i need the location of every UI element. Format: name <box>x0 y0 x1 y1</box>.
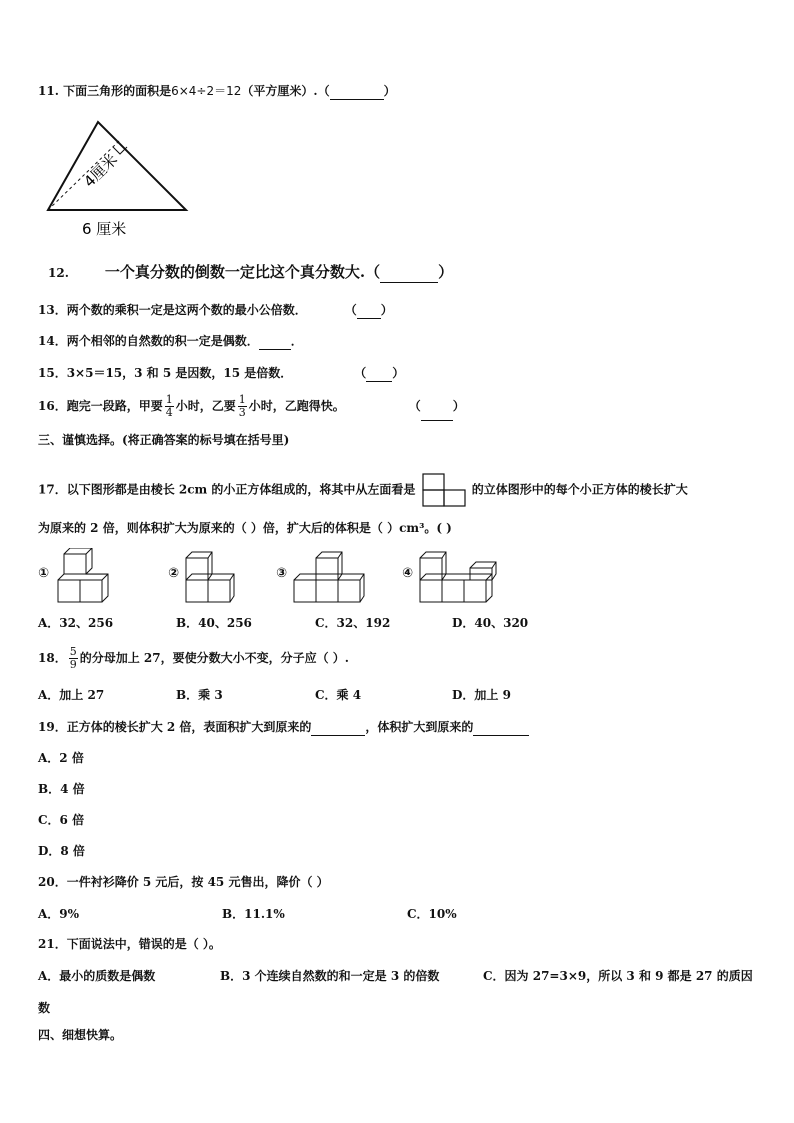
cube-figure-2 <box>184 548 236 604</box>
q20-option-b[interactable]: B．11.1% <box>222 907 285 921</box>
q13-paren-close: ） <box>380 303 393 317</box>
q15-answer-blank[interactable] <box>366 365 392 382</box>
q19-option-a[interactable]: A．2 倍 <box>38 751 84 765</box>
cube-figure-3 <box>292 548 366 604</box>
cube-figure-4 <box>418 548 498 604</box>
q18-fraction: $\frac{5}{9}$ <box>69 645 77 671</box>
q18-option-d[interactable]: D．加上 9 <box>452 688 511 702</box>
q16-text-a: 16．跑完一段路，甲要 <box>38 399 163 413</box>
q20-option-a[interactable]: A．9% <box>38 907 80 921</box>
fig-label-3: ③ <box>276 566 288 581</box>
q16-answer-blank[interactable] <box>421 392 453 421</box>
question-17-line-2: 为原来的 2 倍，则体积扩大为原来的（ ）倍，扩大后的体积是（ ）cm³。( ) <box>38 521 452 535</box>
q12-answer-blank[interactable] <box>380 262 438 283</box>
q19-option-d[interactable]: D．8 倍 <box>38 844 85 858</box>
fig-label-2: ② <box>168 566 180 581</box>
question-13 <box>38 302 393 319</box>
q19-option-c[interactable]: C．6 倍 <box>38 813 85 827</box>
q16-paren-open: （ <box>408 399 421 413</box>
question-17-line-1 <box>38 473 688 507</box>
q16-text-c: 小时，乙跑得快。 <box>248 399 345 413</box>
section-4-heading: 四、细想快算。 <box>38 1028 123 1042</box>
height-label: 4厘米 <box>80 150 122 191</box>
q18-option-a[interactable]: A．加上 27 <box>38 688 105 702</box>
q17-option-c[interactable]: C．32、192 <box>315 616 391 630</box>
q18-text: 的分母加上 27，要使分数大小不变，分子应（ ）. <box>79 651 349 665</box>
section-3-heading: 三、谨慎选择。(将正确答案的标号填在括号里) <box>38 433 290 447</box>
question-18 <box>38 643 349 673</box>
question-11 <box>38 83 396 100</box>
q11-text-b: （平方厘米）.（ <box>241 84 330 98</box>
q18-option-b[interactable]: B．乘 3 <box>176 688 223 702</box>
q15-paren-open: （ <box>354 366 367 380</box>
question-15 <box>38 365 404 382</box>
q11-formula: 6×4÷2＝12 <box>171 84 242 98</box>
q15-paren-close: ） <box>392 366 405 380</box>
q18-option-c[interactable]: C．乘 4 <box>315 688 362 702</box>
q16-fraction-1: $\frac{1}{4}$ <box>165 393 173 419</box>
question-16 <box>38 392 465 421</box>
q19-blank-2[interactable] <box>473 719 529 736</box>
question-21: 21．下面说法中，错误的是（ ）。 <box>38 937 221 951</box>
q13-paren-open: （ <box>344 303 357 317</box>
q21-option-a[interactable]: A．最小的质数是偶数 <box>38 969 156 983</box>
cube-figure-1 <box>56 548 116 604</box>
question-20: 20．一件衬衫降价 5 元后，按 45 元售出，降价（ ） <box>38 875 329 889</box>
fig-label-4: ④ <box>402 566 414 581</box>
q16-text-b: 小时，乙要 <box>175 399 236 413</box>
q17-option-b[interactable]: B．40、256 <box>176 616 252 630</box>
base-label: 6 厘米 <box>82 220 127 238</box>
fig-label-1: ① <box>38 566 50 581</box>
q11-text-c: ） <box>383 84 396 98</box>
q15-text: 15．3×5＝15，3 和 5 是因数，15 是倍数． <box>38 366 293 380</box>
q20-option-c[interactable]: C．10% <box>407 907 457 921</box>
question-14 <box>38 333 303 350</box>
q19-text-b: ，体积扩大到原来的 <box>365 720 474 734</box>
q19-option-b[interactable]: B．4 倍 <box>38 782 85 796</box>
q19-blank-1[interactable] <box>311 719 365 736</box>
q19-text-a: 19．正方体的棱长扩大 2 倍，表面积扩大到原来的 <box>38 720 312 734</box>
q12-close: ） <box>438 263 454 281</box>
q21-option-c-wrap: 数 <box>38 1001 51 1015</box>
q16-paren-close: ） <box>452 399 465 413</box>
q14-end: ． <box>290 334 303 348</box>
q21-option-b[interactable]: B．3 个连续自然数的和一定是 3 的倍数 <box>220 969 440 983</box>
triangle-figure <box>38 112 198 242</box>
q18-number: 18． <box>38 651 67 665</box>
question-19 <box>38 719 529 736</box>
q17-line1-a: 17．以下图形都是由棱长 2cm 的小正方体组成的，将其中从左面看是 <box>38 482 416 497</box>
q11-answer-blank[interactable] <box>330 83 384 100</box>
q13-answer-blank[interactable] <box>357 302 381 319</box>
q16-fraction-2: $\frac{1}{3}$ <box>238 393 246 419</box>
q11-number: 11. <box>38 84 59 98</box>
question-12 <box>48 262 453 283</box>
left-view-figure <box>422 473 466 507</box>
q13-text: 13．两个数的乘积一定是这两个数的最小公倍数． <box>38 303 307 317</box>
q12-number: 12. <box>48 266 69 280</box>
q17-option-d[interactable]: D．40、320 <box>452 616 529 630</box>
q14-text: 14．两个相邻的自然数的积一定是偶数． <box>38 334 259 348</box>
q11-text-a: 下面三角形的面积是 <box>63 84 172 98</box>
q12-text: 一个真分数的倒数一定比这个真分数大.（ <box>104 263 381 281</box>
q17-line1-b: 的立体图形中的每个小正方体的棱长扩大 <box>471 482 688 497</box>
q17-option-a[interactable]: A．32、256 <box>38 616 114 630</box>
q14-answer-blank[interactable] <box>259 333 291 350</box>
q21-option-c[interactable]: C．因为 27=3×9，所以 3 和 9 都是 27 的质因 <box>483 969 753 983</box>
